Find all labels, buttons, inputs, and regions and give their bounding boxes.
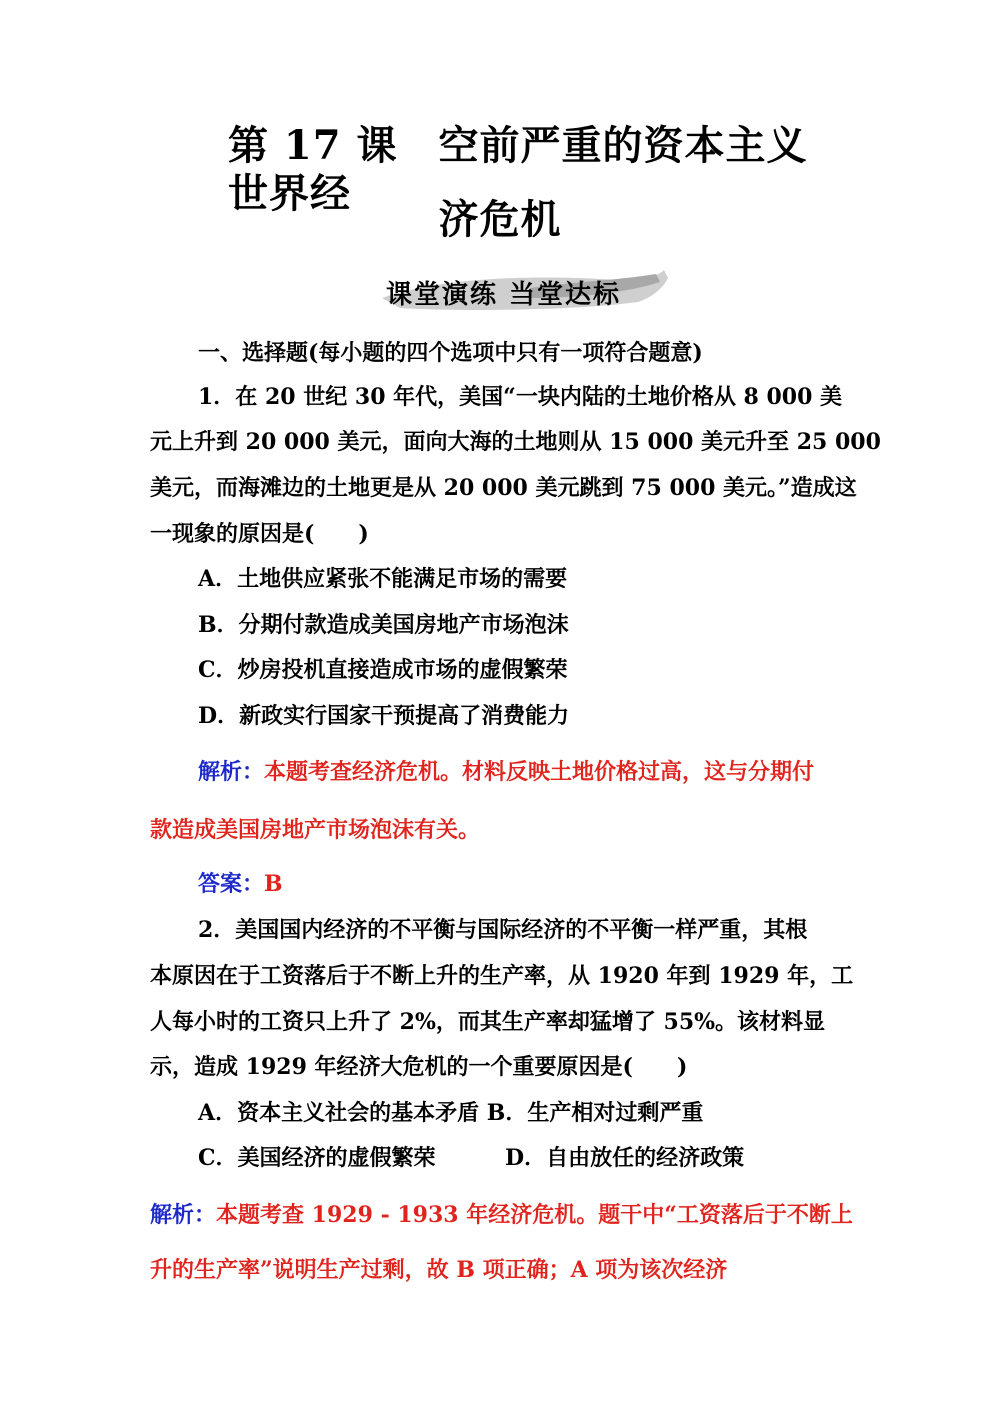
q1-answer bbox=[198, 869, 283, 900]
page-title-line2: 济危机 bbox=[438, 196, 562, 243]
q2-options-ab: A．资本主义社会的基本矛盾 B．生产相对过剩严重 bbox=[198, 1100, 704, 1126]
q1-stem-line: 一现象的原因是( ) bbox=[150, 521, 369, 547]
q1-analysis-label: 解析： bbox=[198, 759, 265, 785]
q1-analysis bbox=[198, 757, 814, 788]
q2-analysis bbox=[150, 1200, 853, 1231]
q2-analysis-label: 解析： bbox=[150, 1202, 217, 1228]
q1-stem-line: 元上升到 20 000 美元，面向大海的土地则从 15 000 美元升至 25 000 bbox=[150, 429, 881, 455]
q1-option-d: D．新政实行国家干预提高了消费能力 bbox=[198, 703, 570, 729]
q2-analysis-line2: 升的生产率”说明生产过剩，故 B 项正确；A 项为该次经济 bbox=[150, 1257, 728, 1283]
q1-stem-line: 1．在 20 世纪 30 年代，美国“一块内陆的土地价格从 8 000 美 bbox=[198, 384, 843, 410]
q1-answer-value: B bbox=[264, 871, 283, 897]
section-heading: 一、选择题(每小题的四个选项中只有一项符合题意) bbox=[198, 340, 703, 366]
q1-option-b: B．分期付款造成美国房地产市场泡沫 bbox=[198, 612, 569, 638]
q1-option-a: A．土地供应紧张不能满足市场的需要 bbox=[198, 566, 568, 592]
q1-analysis-text: 本题考查经济危机。材料反映土地价格过高，这与分期付 bbox=[264, 759, 815, 785]
q2-option-c: C．美国经济的虚假繁荣 bbox=[198, 1145, 436, 1171]
q1-analysis-line2: 款造成美国房地产市场泡沫有关。 bbox=[150, 817, 481, 843]
page-title-line1: 第 17 课 空前严重的资本主义世界经 bbox=[228, 122, 808, 217]
q1-option-c: C．炒房投机直接造成市场的虚假繁荣 bbox=[198, 657, 568, 683]
q1-stem-line: 美元，而海滩边的土地更是从 20 000 美元跳到 75 000 美元。”造成这 bbox=[150, 475, 857, 501]
section-banner bbox=[380, 268, 670, 314]
q2-stem-line: 示，造成 1929 年经济大危机的一个重要原因是( ) bbox=[150, 1054, 688, 1080]
q2-option-d: D．自由放任的经济政策 bbox=[505, 1145, 745, 1171]
q2-stem-line: 人每小时的工资只上升了 2%，而其生产率却猛增了 55%。该材料显 bbox=[150, 1009, 826, 1035]
banner-text: 课堂演练 当堂达标 bbox=[386, 280, 622, 310]
q2-stem-line: 本原因在于工资落后于不断上升的生产率，从 1920 年到 1929 年，工 bbox=[150, 963, 854, 989]
q2-stem-line: 2．美国国内经济的不平衡与国际经济的不平衡一样严重，其根 bbox=[198, 917, 808, 943]
q2-analysis-text: 本题考查 1929 - 1933 年经济危机。题干中“工资落后于不断上 bbox=[216, 1202, 853, 1228]
q1-answer-label: 答案： bbox=[198, 871, 265, 897]
